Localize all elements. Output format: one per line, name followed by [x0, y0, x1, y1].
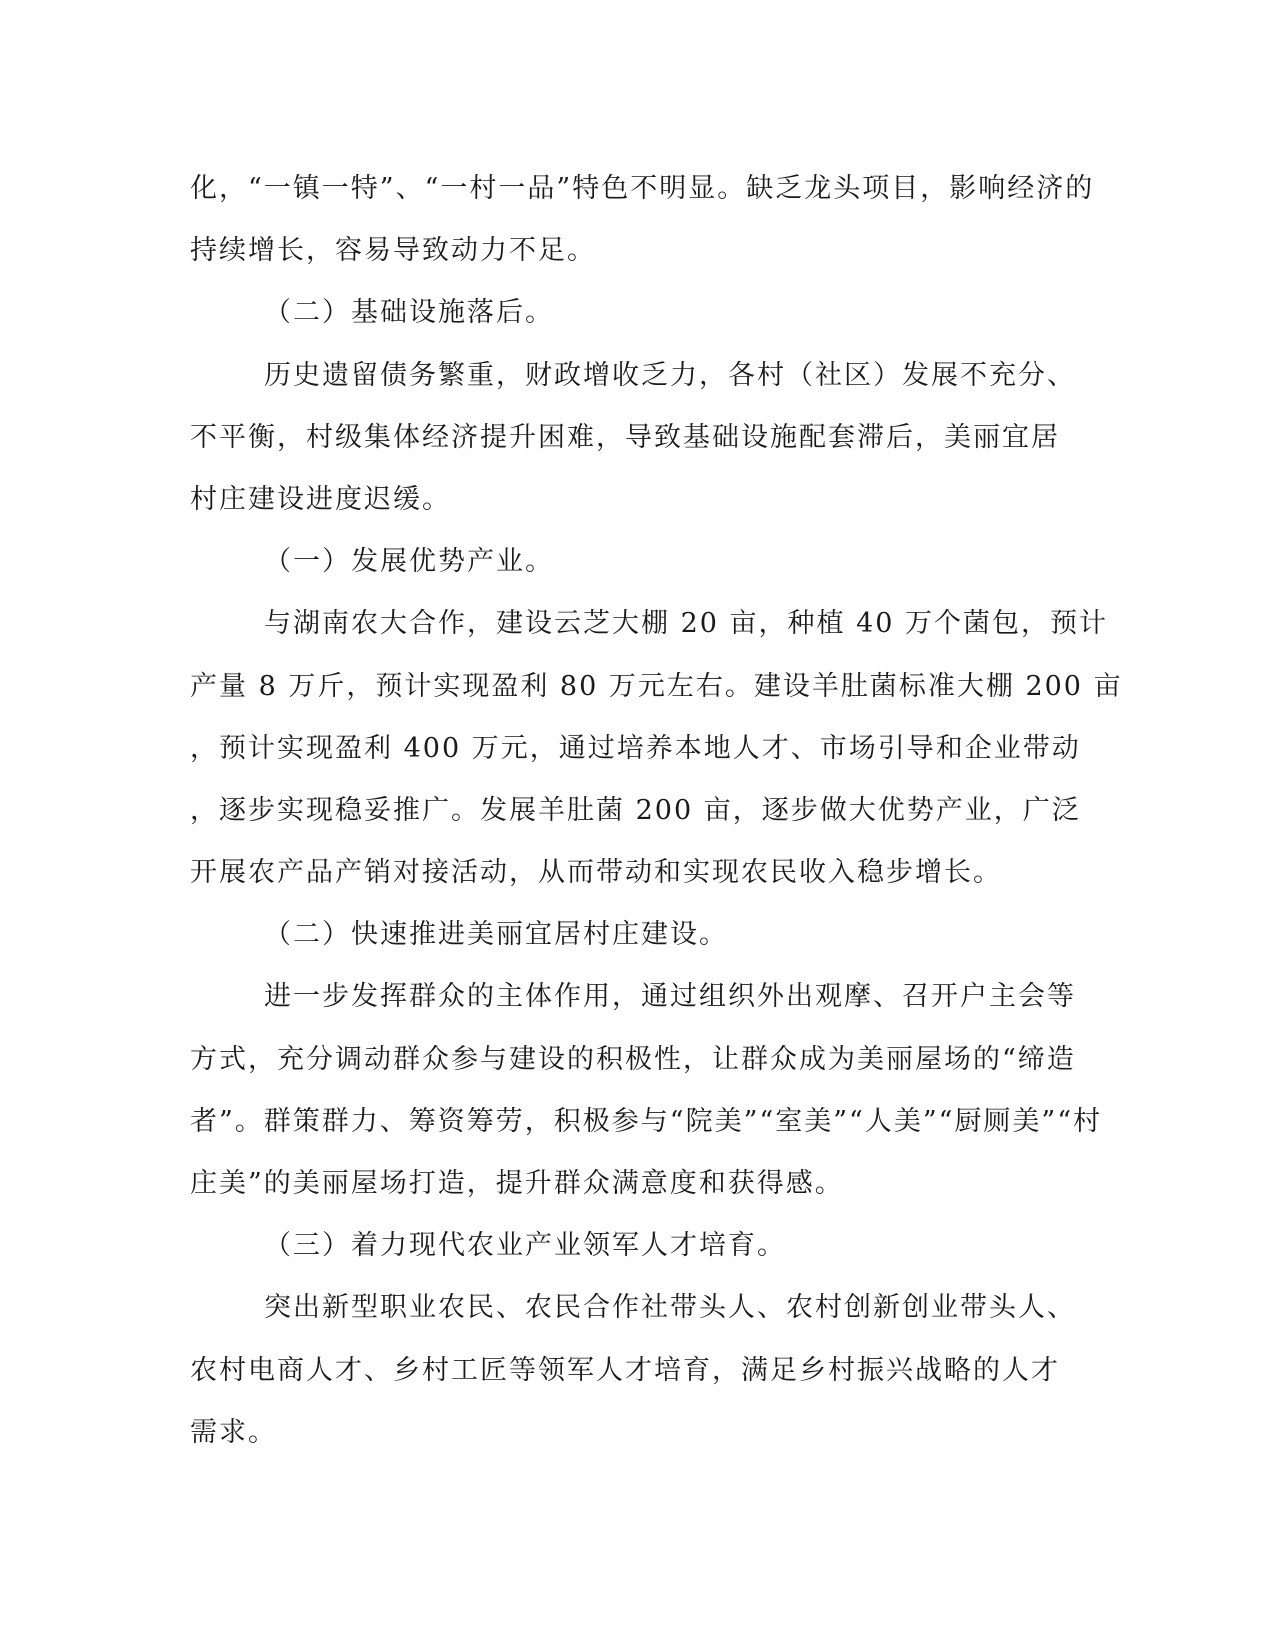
paragraph-line: 持续增长，容易导致动力不足。	[190, 235, 596, 267]
paragraph-line: 村庄建设进度迟缓。	[190, 483, 451, 515]
paragraph-line: 需求。	[190, 1416, 277, 1448]
paragraph-line: ，预计实现盈利 400 万元，通过培养本地人才、市场引导和企业带动	[190, 732, 1081, 764]
paragraph-line: 者”。群策群力、筹资筹劳，积极参与“院美”“室美”“人美”“厨厕美”“村	[190, 1105, 1103, 1137]
paragraph-line: 庄美”的美丽屋场打造，提升群众满意度和获得感。	[190, 1168, 844, 1199]
section-heading: （二）快速推进美丽宜居村庄建设。	[264, 919, 728, 951]
paragraph-line: 与湖南农大合作，建设云芝大棚 20 亩，种植 40 万个菌包，预计	[264, 608, 1109, 640]
paragraph-line: 化，“一镇一特”、“一村一品”特色不明显。缺乏龙头项目，影响经济的	[190, 173, 1095, 204]
paragraph-line: 农村电商人才、乡村工匠等领军人才培育，满足乡村振兴战略的人才	[190, 1354, 1060, 1386]
paragraph-line: 历史遗留债务繁重，财政增收乏力，各村（社区）发展不充分、	[264, 359, 1076, 391]
paragraph-line: 进一步发挥群众的主体作用，通过组织外出观摩、召开户主会等	[264, 981, 1076, 1013]
section-heading: （二）基础设施落后。	[264, 297, 554, 329]
paragraph-line: 不平衡，村级集体经济提升困难，导致基础设施配套滞后，美丽宜居	[190, 421, 1060, 453]
paragraph-line: 开展农产品产销对接活动，从而带动和实现农民收入稳步增长。	[190, 857, 1002, 889]
section-heading: （三）着力现代农业产业领军人才培育。	[264, 1230, 786, 1262]
paragraph-line: 突出新型职业农民、农民合作社带头人、农村创新创业带头人、	[264, 1292, 1076, 1324]
section-heading: （一）发展优势产业。	[264, 546, 554, 578]
paragraph-line: ，逐步实现稳妥推广。发展羊肚菌 200 亩，逐步做大优势产业，广泛	[190, 794, 1081, 826]
paragraph-line: 方式，充分调动群众参与建设的积极性，让群众成为美丽屋场的“缔造	[190, 1043, 1076, 1075]
paragraph-line: 产量 8 万斤，预计实现盈利 80 万元左右。建设羊肚菌标准大棚 200 亩	[190, 670, 1123, 702]
document-body	[190, 158, 1123, 1464]
